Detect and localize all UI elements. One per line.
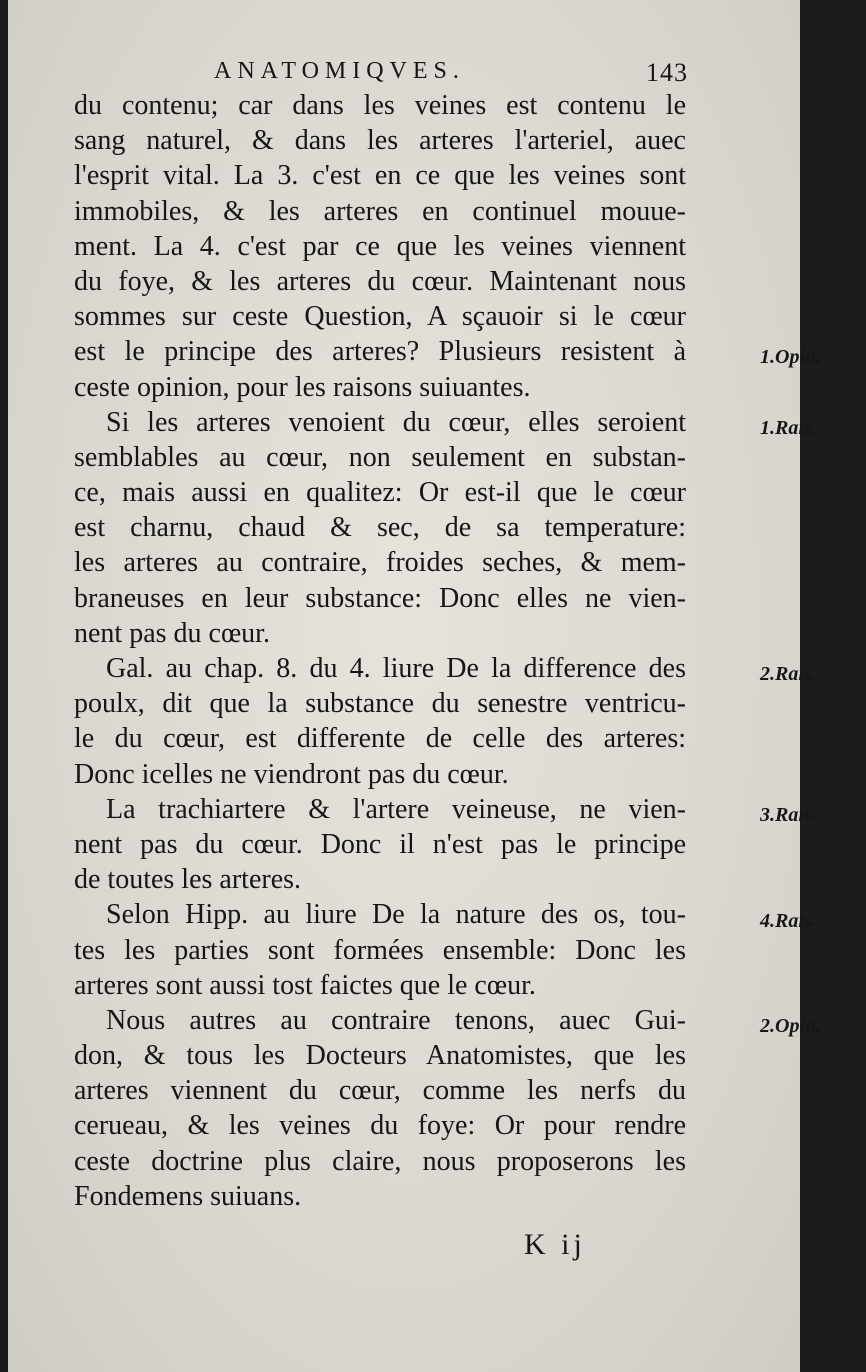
margin-note: 1.Rais. — [760, 416, 817, 439]
text-line: Gal. au chap. 8. du 4. liure De la difference des — [106, 653, 686, 684]
book-page — [8, 0, 822, 1372]
signature-mark: K ij — [524, 1228, 586, 1261]
text-line: Selon Hipp. au liure De la nature des os, tou- — [106, 899, 686, 931]
body-text — [74, 88, 822, 1214]
text-line: Si les arteres venoient du cœur, elles seroient — [106, 406, 686, 438]
text-line: du foye, & les arteres du cœur. Maintenant nous — [74, 265, 686, 297]
margin-note: 2.Opin. — [760, 1015, 822, 1038]
margin-note: 2.Rais. — [760, 663, 817, 686]
page-header — [214, 58, 688, 92]
text-line: les arteres au contraire, froides seches, & mem- — [74, 547, 686, 579]
text-line: Nous autres au contraire tenons, auec Gui- — [106, 1004, 686, 1036]
text-line: don, & tous les Docteurs Anatomistes, que les — [74, 1040, 686, 1072]
text-line: ce, mais aussi en qualitez: Or est-il que le cœur — [74, 477, 686, 509]
text-line: du contenu; car dans les veines est contenu le — [74, 90, 686, 121]
text-line: sommes sur ceste Question, A sçauoir si le cœur — [74, 301, 686, 333]
text-line: ment. La 4. c'est par ce que les veines viennent — [74, 230, 686, 262]
text-line: tes les parties sont formées ensemble: Donc les — [74, 934, 686, 966]
text-line: cerueau, & les veines du foye: Or pour rendre — [74, 1110, 686, 1142]
text-line: ceste opinion, pour les raisons suiuantes. — [74, 371, 531, 403]
running-title: ANATOMIQVES. — [214, 58, 465, 84]
margin-note: 4.Rais. — [760, 909, 817, 932]
text-line: l'esprit vital. La 3. c'est en ce que les veines sont — [74, 160, 686, 192]
text-line: La trachiartere & l'artere veineuse, ne vien- — [106, 793, 686, 825]
text-line: arteres sont aussi tost faictes que le cœur. — [74, 969, 536, 1001]
page-number: 143 — [646, 58, 688, 87]
text-line: nent pas du cœur. — [74, 617, 270, 649]
margin-note: 3.Rais. — [760, 804, 817, 826]
text-line: arteres viennent du cœur, comme les nerfs du — [74, 1075, 686, 1107]
text-line: le du cœur, est differente de celle des arteres: — [74, 723, 686, 755]
text-line: immobiles, & les arteres en continuel mouue- — [74, 195, 686, 227]
text-line: de toutes les arteres. — [74, 864, 302, 896]
text-line: est le principe des arteres? Plusieurs resistent à — [74, 336, 686, 368]
text-line: ceste doctrine plus claire, nous proposerons les — [74, 1145, 686, 1177]
margin-note: 1.Opin. — [760, 346, 822, 369]
text-line: Fondemens suiuans. — [74, 1180, 302, 1212]
text-line: poulx, dit que la substance du senestre ventricu- — [74, 688, 686, 720]
text-line: nent pas du cœur. Donc il n'est pas le principe — [74, 828, 686, 860]
text-line: Donc icelles ne viendront pas du cœur. — [74, 758, 509, 790]
text-line: braneuses en leur substance: Donc elles ne vien- — [74, 582, 686, 614]
text-line: est charnu, chaud & sec, de sa temperature: — [74, 512, 686, 544]
text-line: sang naturel, & dans les arteres l'arteriel, auec — [74, 125, 686, 157]
text-line: semblables au cœur, non seulement en substan- — [74, 441, 686, 473]
